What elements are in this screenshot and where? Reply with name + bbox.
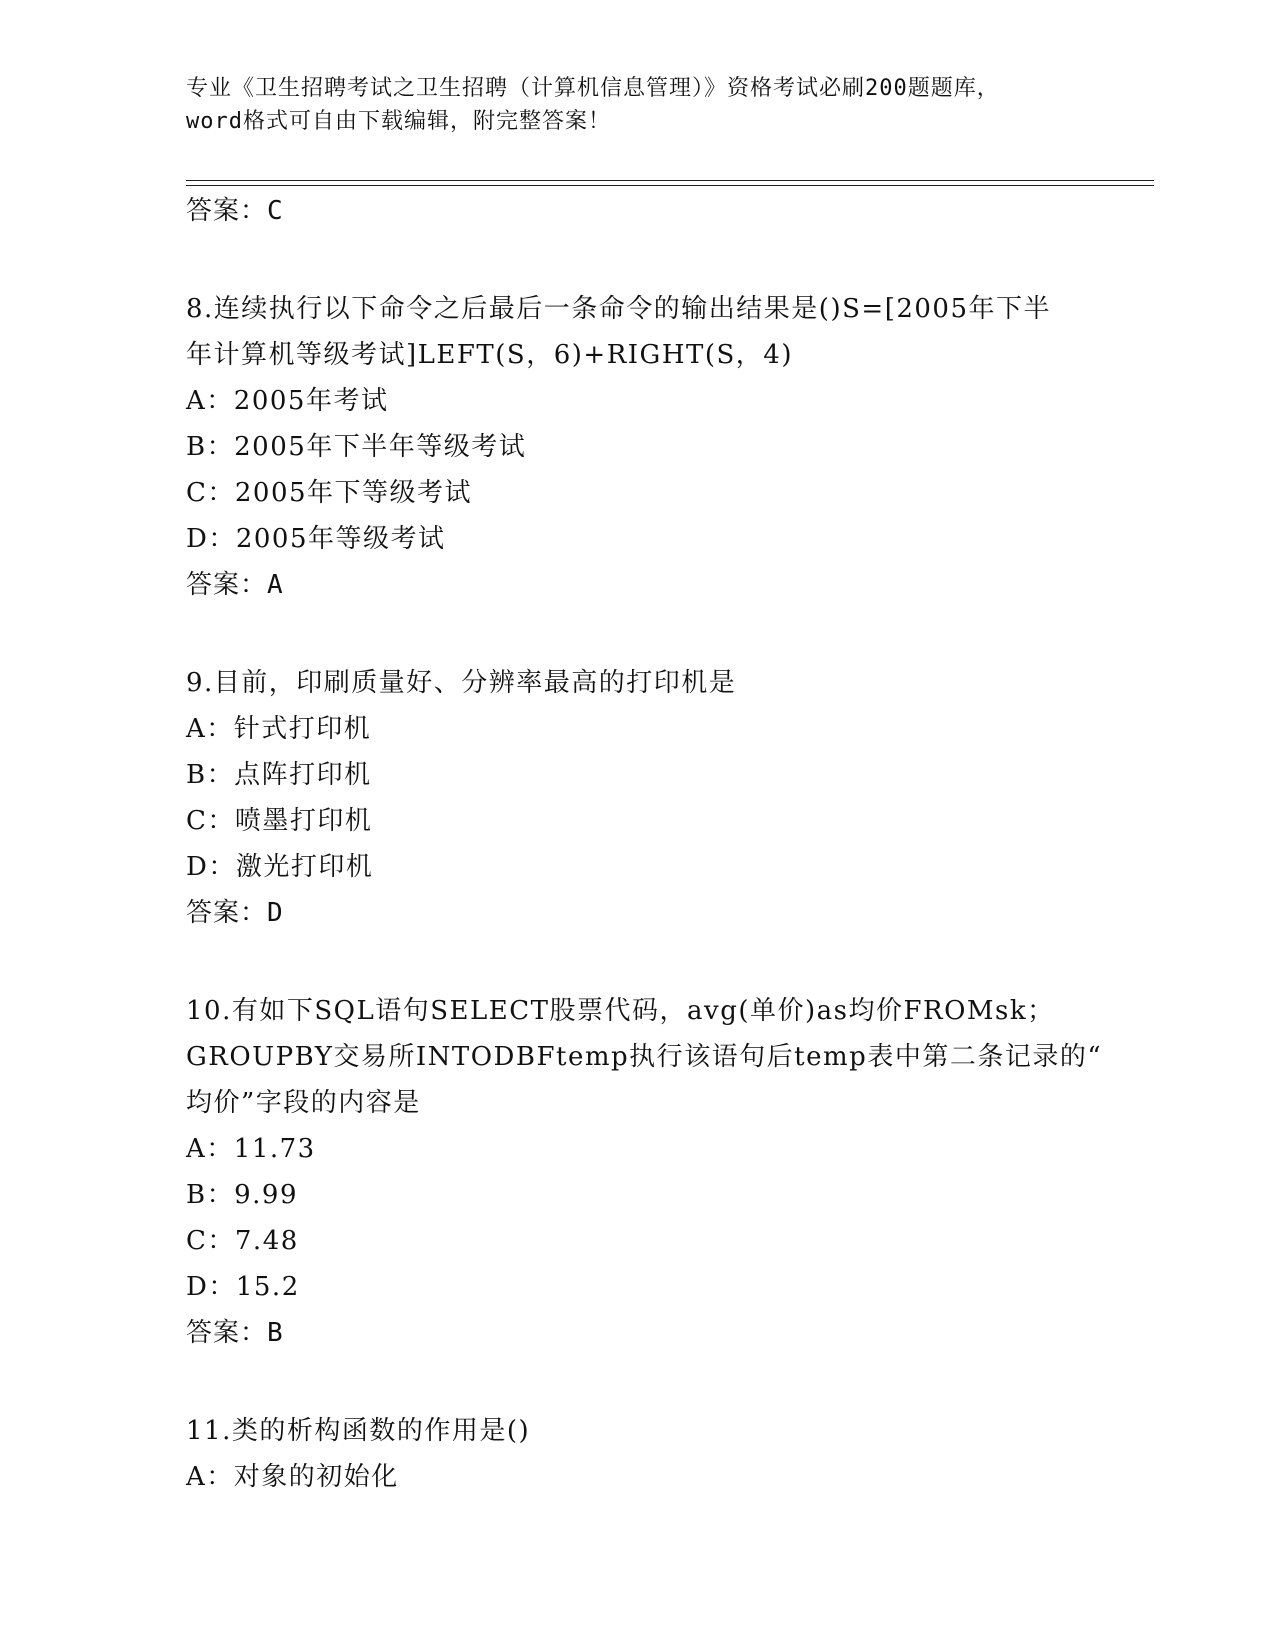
header-line-2: word格式可自由下载编辑，附完整答案！ — [186, 109, 611, 134]
question-list — [186, 188, 1106, 1500]
document-header — [186, 72, 1086, 138]
option-b: B：9.99 — [186, 1180, 298, 1210]
option-b: B：点阵打印机 — [186, 760, 372, 790]
answer-line: 答案：C — [186, 196, 284, 226]
question-block — [186, 286, 1106, 608]
question-text-line: GROUPBY交易所INTODBFtemp执行该语句后temp表中第二条记录的“ — [186, 1042, 1103, 1072]
question-text-line: 10.有如下SQL语句SELECT股票代码，avg(单价)as均价FROMsk； — [186, 996, 1055, 1026]
answer-line: 答案：B — [186, 1318, 284, 1348]
option-a: A：2005年考试 — [186, 386, 389, 416]
question-block — [186, 660, 1106, 936]
option-d: D：激光打印机 — [186, 852, 374, 882]
answer-line: 答案：A — [186, 570, 284, 600]
header-divider-secondary — [186, 185, 1154, 186]
question-text-line: 年计算机等级考试]LEFT(S，6)+RIGHT(S，4) — [186, 340, 793, 370]
question-block — [186, 1408, 1106, 1500]
question-text-line: 11.类的析构函数的作用是() — [186, 1416, 531, 1446]
option-c: C：7.48 — [186, 1226, 299, 1256]
question-block — [186, 988, 1106, 1356]
answer-line: 答案：D — [186, 898, 284, 928]
option-d: D：2005年等级考试 — [186, 524, 446, 554]
option-a: A：11.73 — [186, 1134, 316, 1164]
header-line-1: 专业《卫生招聘考试之卫生招聘（计算机信息管理）》资格考试必刷200题题库， — [186, 76, 1000, 101]
option-c: C：喷墨打印机 — [186, 806, 373, 836]
option-d: D：15.2 — [186, 1272, 300, 1302]
option-c: C：2005年下等级考试 — [186, 478, 473, 508]
option-a: A：针式打印机 — [186, 714, 372, 744]
question-text-line: 均价”字段的内容是 — [186, 1088, 421, 1118]
option-a: A：对象的初始化 — [186, 1462, 399, 1492]
question-text-line: 8.连续执行以下命令之后最后一条命令的输出结果是()S=[2005年下半 — [186, 294, 1052, 324]
question-text-line: 9.目前，印刷质量好、分辨率最高的打印机是 — [186, 668, 737, 698]
header-divider — [186, 180, 1154, 181]
option-b: B：2005年下半年等级考试 — [186, 432, 527, 462]
